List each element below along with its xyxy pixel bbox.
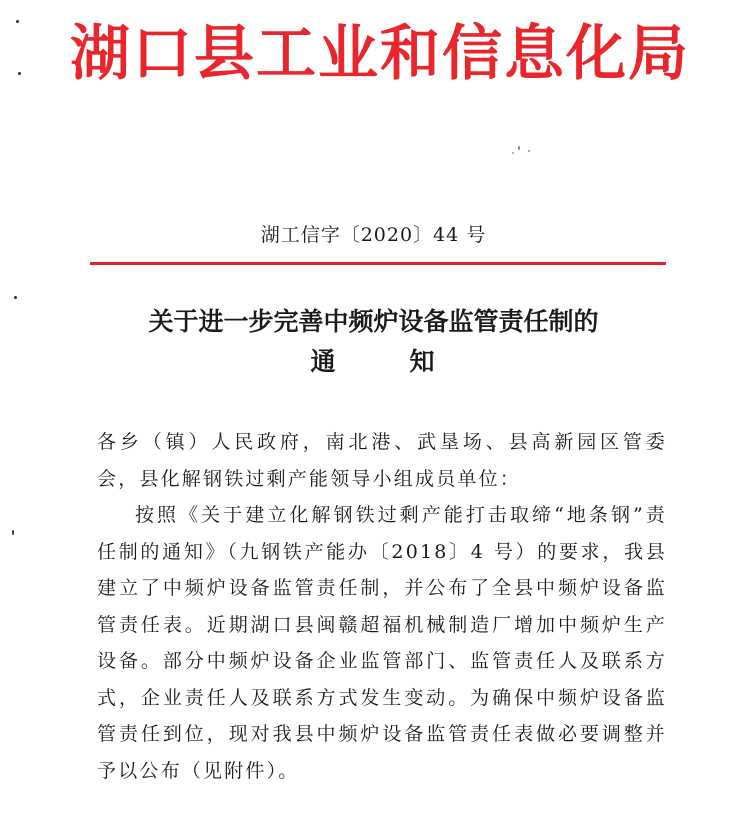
title-char-tong: 通 xyxy=(310,347,338,376)
scan-speck xyxy=(528,150,530,152)
scan-speck xyxy=(16,20,19,23)
salutation: 各乡（镇）人民政府，南北港、武垦场、县高新园区管委会，县化解钢铁过剩产能领导小组成员单位： xyxy=(97,431,667,490)
scan-speck xyxy=(512,152,514,154)
scan-speck xyxy=(12,530,14,535)
title-line-1: 关于进一步完善中频炉设备监管责任制的 xyxy=(148,307,599,336)
red-separator-line xyxy=(90,262,666,265)
issuing-authority-header: 湖口县工业和信息化局 xyxy=(70,19,690,89)
scan-speck xyxy=(18,72,21,75)
title-char-zhi: 知 xyxy=(409,347,437,376)
document-number: 湖工信字〔2020〕44 号 xyxy=(260,224,487,246)
title-line-2 xyxy=(60,342,687,382)
document-body xyxy=(97,424,667,789)
scan-speck xyxy=(518,146,520,150)
scan-speck xyxy=(14,296,17,299)
document-title xyxy=(60,302,687,382)
body-paragraph: 按照《关于建立化解钢铁过剩产能打击取缔“地条钢”责任制的通知》（九钢铁产能办〔2018〕4 号）的要求，我县建立了中频炉设备监管责任制，并公布了全县中频炉设备监管责任表。近期湖口县闽赣超福机械制造厂增加中频炉生产设备。部分中频炉设备企业监管部门、监管责任人及联系方式，企业责任人及联系方式发生变动。为确保中频炉设备监管责任到位，现对我县中频炉设备监管责任表做必要调整并予以公布（见附件）。 xyxy=(97,504,667,782)
